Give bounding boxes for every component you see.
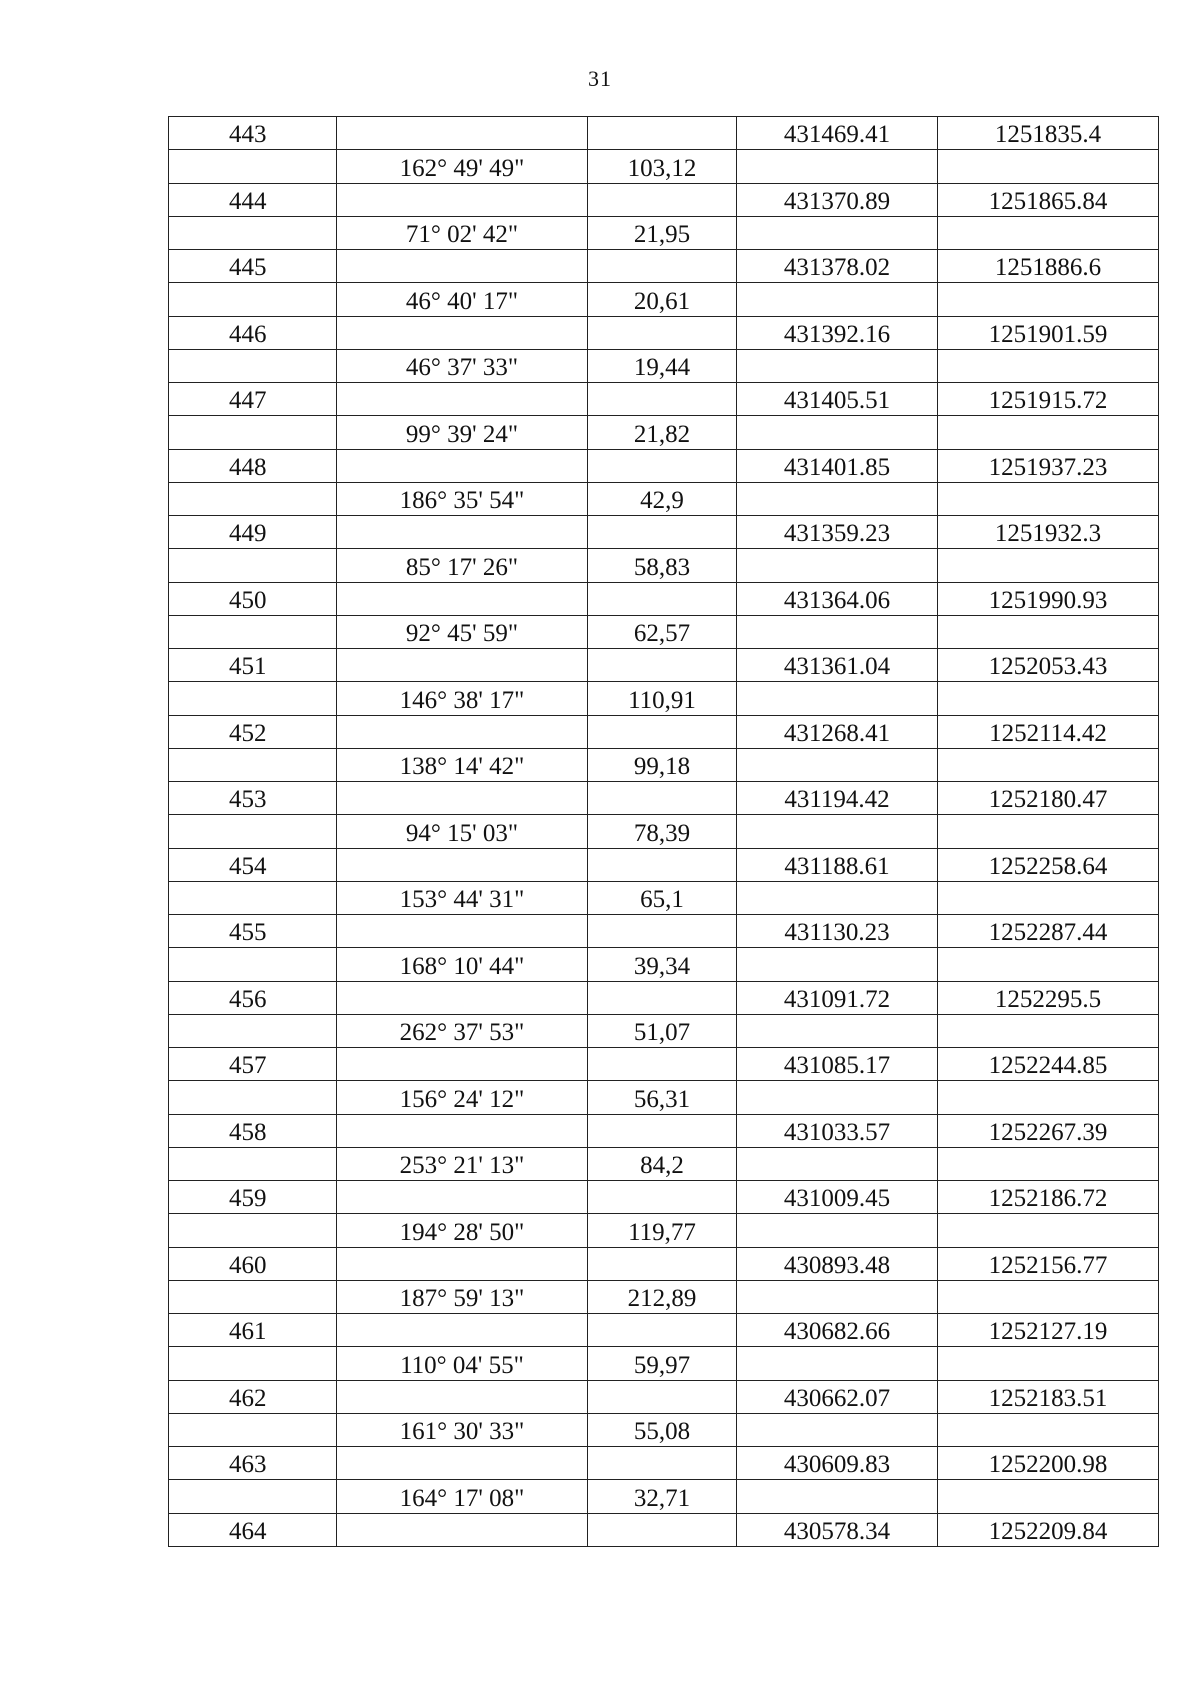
y-coordinate-cell-empty [938,416,1159,449]
angle-cell-empty [337,183,588,216]
x-coordinate-cell: 431091.72 [737,981,938,1014]
direction-angle-cell: 46° 40' 17" [337,283,588,316]
distance-cell-empty [588,649,737,682]
point-number-cell-empty [169,1280,337,1313]
x-coordinate-cell: 430578.34 [737,1513,938,1546]
x-coordinate-cell: 431033.57 [737,1114,938,1147]
x-coordinate-cell: 431361.04 [737,649,938,682]
angle-cell-empty [337,117,588,150]
x-coordinate-cell: 431194.42 [737,782,938,815]
angle-cell-empty [337,981,588,1014]
x-coordinate-cell-empty [737,615,938,648]
point-number-cell: 461 [169,1314,337,1347]
direction-angle-cell: 187° 59' 13" [337,1280,588,1313]
distance-cell-empty [588,449,737,482]
y-coordinate-cell: 1252244.85 [938,1048,1159,1081]
segment-length-cell: 65,1 [588,881,737,914]
point-number-cell-empty [169,1413,337,1446]
y-coordinate-cell: 1252200.98 [938,1447,1159,1480]
point-row [169,383,1159,416]
x-coordinate-cell: 431009.45 [737,1181,938,1214]
point-row [169,1048,1159,1081]
point-row [169,1380,1159,1413]
point-row [169,915,1159,948]
distance-cell-empty [588,582,737,615]
direction-angle-cell: 153° 44' 31" [337,881,588,914]
distance-cell-empty [588,981,737,1014]
x-coordinate-cell: 431359.23 [737,516,938,549]
x-coordinate-cell-empty [737,1214,938,1247]
y-coordinate-cell-empty [938,1214,1159,1247]
segment-row [169,216,1159,249]
x-coordinate-cell: 431364.06 [737,582,938,615]
x-coordinate-cell-empty [737,1014,938,1047]
point-number-cell-empty [169,881,337,914]
y-coordinate-cell: 1252258.64 [938,848,1159,881]
point-row [169,1447,1159,1480]
direction-angle-cell: 146° 38' 17" [337,682,588,715]
distance-cell-empty [588,1513,737,1546]
point-number-cell-empty [169,216,337,249]
angle-cell-empty [337,1447,588,1480]
y-coordinate-cell-empty [938,216,1159,249]
y-coordinate-cell: 1252287.44 [938,915,1159,948]
angle-cell-empty [337,383,588,416]
y-coordinate-cell: 1252186.72 [938,1181,1159,1214]
segment-row [169,1347,1159,1380]
y-coordinate-cell: 1252209.84 [938,1513,1159,1546]
y-coordinate-cell-empty [938,682,1159,715]
y-coordinate-cell-empty [938,1280,1159,1313]
segment-length-cell: 62,57 [588,615,737,648]
point-number-cell-empty [169,615,337,648]
page-number: 31 [588,66,612,91]
segment-row [169,549,1159,582]
segment-row [169,815,1159,848]
point-number-cell-empty [169,1147,337,1180]
y-coordinate-cell: 1251865.84 [938,183,1159,216]
x-coordinate-cell: 431130.23 [737,915,938,948]
y-coordinate-cell: 1251886.6 [938,250,1159,283]
point-number-cell: 455 [169,915,337,948]
point-number-cell: 443 [169,117,337,150]
y-coordinate-cell: 1252180.47 [938,782,1159,815]
distance-cell-empty [588,1314,737,1347]
angle-cell-empty [337,1247,588,1280]
distance-cell-empty [588,782,737,815]
segment-length-cell: 21,95 [588,216,737,249]
segment-row [169,1147,1159,1180]
coordinates-table-body [169,117,1159,1547]
x-coordinate-cell-empty [737,1081,938,1114]
distance-cell-empty [588,117,737,150]
segment-row [169,349,1159,382]
angle-cell-empty [337,1114,588,1147]
y-coordinate-cell: 1252114.42 [938,715,1159,748]
distance-cell-empty [588,1247,737,1280]
point-row [169,649,1159,682]
segment-length-cell: 212,89 [588,1280,737,1313]
point-number-cell-empty [169,349,337,382]
point-row [169,1181,1159,1214]
distance-cell-empty [588,316,737,349]
point-number-cell-empty [169,1347,337,1380]
x-coordinate-cell: 431378.02 [737,250,938,283]
segment-row [169,1413,1159,1446]
x-coordinate-cell-empty [737,1280,938,1313]
segment-length-cell: 42,9 [588,482,737,515]
y-coordinate-cell: 1251932.3 [938,516,1159,549]
x-coordinate-cell: 431370.89 [737,183,938,216]
direction-angle-cell: 161° 30' 33" [337,1413,588,1446]
angle-cell-empty [337,1314,588,1347]
point-number-cell: 448 [169,449,337,482]
x-coordinate-cell-empty [737,748,938,781]
angle-cell-empty [337,715,588,748]
angle-cell-empty [337,1513,588,1546]
segment-row [169,1480,1159,1513]
point-number-cell: 450 [169,582,337,615]
x-coordinate-cell-empty [737,216,938,249]
point-row [169,516,1159,549]
point-row [169,449,1159,482]
y-coordinate-cell-empty [938,1081,1159,1114]
direction-angle-cell: 262° 37' 53" [337,1014,588,1047]
point-number-cell: 454 [169,848,337,881]
distance-cell-empty [588,383,737,416]
x-coordinate-cell-empty [737,1347,938,1380]
point-number-cell: 452 [169,715,337,748]
y-coordinate-cell-empty [938,1480,1159,1513]
segment-row [169,1014,1159,1047]
x-coordinate-cell-empty [737,682,938,715]
y-coordinate-cell-empty [938,1147,1159,1180]
point-number-cell-empty [169,948,337,981]
point-number-cell-empty [169,150,337,183]
segment-row [169,748,1159,781]
segment-length-cell: 99,18 [588,748,737,781]
point-number-cell: 446 [169,316,337,349]
direction-angle-cell: 194° 28' 50" [337,1214,588,1247]
direction-angle-cell: 162° 49' 49" [337,150,588,183]
segment-length-cell: 51,07 [588,1014,737,1047]
segment-row [169,482,1159,515]
x-coordinate-cell-empty [737,948,938,981]
direction-angle-cell: 186° 35' 54" [337,482,588,515]
segment-length-cell: 55,08 [588,1413,737,1446]
y-coordinate-cell-empty [938,349,1159,382]
angle-cell-empty [337,1380,588,1413]
x-coordinate-cell-empty [737,482,938,515]
y-coordinate-cell-empty [938,150,1159,183]
y-coordinate-cell: 1252295.5 [938,981,1159,1014]
x-coordinate-cell-empty [737,1480,938,1513]
x-coordinate-cell: 431085.17 [737,1048,938,1081]
y-coordinate-cell: 1252127.19 [938,1314,1159,1347]
segment-length-cell: 32,71 [588,1480,737,1513]
point-number-cell: 449 [169,516,337,549]
x-coordinate-cell: 431401.85 [737,449,938,482]
angle-cell-empty [337,1181,588,1214]
point-row [169,582,1159,615]
segment-length-cell: 84,2 [588,1147,737,1180]
distance-cell-empty [588,1181,737,1214]
segment-length-cell: 39,34 [588,948,737,981]
point-number-cell: 456 [169,981,337,1014]
point-row [169,715,1159,748]
segment-length-cell: 78,39 [588,815,737,848]
distance-cell-empty [588,915,737,948]
segment-row [169,1280,1159,1313]
x-coordinate-cell: 430893.48 [737,1247,938,1280]
segment-length-cell: 19,44 [588,349,737,382]
y-coordinate-cell: 1252183.51 [938,1380,1159,1413]
y-coordinate-cell-empty [938,482,1159,515]
segment-row [169,948,1159,981]
direction-angle-cell: 156° 24' 12" [337,1081,588,1114]
angle-cell-empty [337,848,588,881]
angle-cell-empty [337,649,588,682]
direction-angle-cell: 164° 17' 08" [337,1480,588,1513]
y-coordinate-cell-empty [938,815,1159,848]
direction-angle-cell: 92° 45' 59" [337,615,588,648]
direction-angle-cell: 138° 14' 42" [337,748,588,781]
x-coordinate-cell-empty [737,549,938,582]
angle-cell-empty [337,316,588,349]
segment-row [169,416,1159,449]
point-row [169,1114,1159,1147]
point-row [169,782,1159,815]
point-number-cell-empty [169,1081,337,1114]
y-coordinate-cell-empty [938,615,1159,648]
direction-angle-cell: 110° 04' 55" [337,1347,588,1380]
y-coordinate-cell: 1251990.93 [938,582,1159,615]
distance-cell-empty [588,1048,737,1081]
point-number-cell-empty [169,482,337,515]
y-coordinate-cell-empty [938,549,1159,582]
point-row [169,1247,1159,1280]
angle-cell-empty [337,516,588,549]
angle-cell-empty [337,915,588,948]
angle-cell-empty [337,1048,588,1081]
point-number-cell-empty [169,1214,337,1247]
x-coordinate-cell-empty [737,1147,938,1180]
segment-length-cell: 110,91 [588,682,737,715]
y-coordinate-cell-empty [938,881,1159,914]
point-row [169,848,1159,881]
x-coordinate-cell: 431405.51 [737,383,938,416]
point-number-cell-empty [169,815,337,848]
segment-row [169,682,1159,715]
direction-angle-cell: 168° 10' 44" [337,948,588,981]
angle-cell-empty [337,449,588,482]
y-coordinate-cell: 1251937.23 [938,449,1159,482]
y-coordinate-cell-empty [938,948,1159,981]
y-coordinate-cell-empty [938,1347,1159,1380]
point-number-cell: 463 [169,1447,337,1480]
x-coordinate-cell-empty [737,1413,938,1446]
point-number-cell: 464 [169,1513,337,1546]
y-coordinate-cell: 1251901.59 [938,316,1159,349]
distance-cell-empty [588,183,737,216]
point-row [169,316,1159,349]
point-number-cell: 458 [169,1114,337,1147]
point-number-cell-empty [169,549,337,582]
point-number-cell-empty [169,283,337,316]
y-coordinate-cell: 1252156.77 [938,1247,1159,1280]
point-number-cell: 451 [169,649,337,682]
segment-row [169,881,1159,914]
point-number-cell: 447 [169,383,337,416]
direction-angle-cell: 46° 37' 33" [337,349,588,382]
point-row [169,117,1159,150]
point-number-cell-empty [169,682,337,715]
y-coordinate-cell: 1252267.39 [938,1114,1159,1147]
x-coordinate-cell-empty [737,150,938,183]
point-number-cell-empty [169,748,337,781]
direction-angle-cell: 99° 39' 24" [337,416,588,449]
y-coordinate-cell-empty [938,1413,1159,1446]
segment-length-cell: 119,77 [588,1214,737,1247]
coordinates-table [168,116,1159,1547]
distance-cell-empty [588,250,737,283]
point-number-cell: 460 [169,1247,337,1280]
segment-length-cell: 103,12 [588,150,737,183]
point-number-cell-empty [169,1014,337,1047]
point-number-cell: 459 [169,1181,337,1214]
distance-cell-empty [588,848,737,881]
distance-cell-empty [588,1114,737,1147]
point-number-cell: 453 [169,782,337,815]
segment-row [169,1214,1159,1247]
y-coordinate-cell: 1251915.72 [938,383,1159,416]
x-coordinate-cell: 431188.61 [737,848,938,881]
y-coordinate-cell: 1252053.43 [938,649,1159,682]
segment-row [169,615,1159,648]
point-row [169,981,1159,1014]
y-coordinate-cell-empty [938,748,1159,781]
x-coordinate-cell: 431392.16 [737,316,938,349]
segment-length-cell: 58,83 [588,549,737,582]
point-row [169,183,1159,216]
x-coordinate-cell-empty [737,815,938,848]
direction-angle-cell: 85° 17' 26" [337,549,588,582]
point-number-cell: 462 [169,1380,337,1413]
distance-cell-empty [588,1447,737,1480]
segment-length-cell: 56,31 [588,1081,737,1114]
point-number-cell: 444 [169,183,337,216]
x-coordinate-cell: 430662.07 [737,1380,938,1413]
distance-cell-empty [588,715,737,748]
segment-row [169,150,1159,183]
x-coordinate-cell-empty [737,283,938,316]
segment-row [169,283,1159,316]
angle-cell-empty [337,782,588,815]
x-coordinate-cell: 430682.66 [737,1314,938,1347]
y-coordinate-cell: 1251835.4 [938,117,1159,150]
distance-cell-empty [588,516,737,549]
x-coordinate-cell: 431268.41 [737,715,938,748]
direction-angle-cell: 253° 21' 13" [337,1147,588,1180]
x-coordinate-cell-empty [737,416,938,449]
segment-length-cell: 20,61 [588,283,737,316]
segment-length-cell: 21,82 [588,416,737,449]
x-coordinate-cell: 431469.41 [737,117,938,150]
x-coordinate-cell-empty [737,349,938,382]
x-coordinate-cell-empty [737,881,938,914]
direction-angle-cell: 71° 02' 42" [337,216,588,249]
direction-angle-cell: 94° 15' 03" [337,815,588,848]
y-coordinate-cell-empty [938,1014,1159,1047]
segment-row [169,1081,1159,1114]
angle-cell-empty [337,250,588,283]
point-row [169,1314,1159,1347]
point-number-cell: 457 [169,1048,337,1081]
distance-cell-empty [588,1380,737,1413]
angle-cell-empty [337,582,588,615]
point-row [169,1513,1159,1546]
point-row [169,250,1159,283]
point-number-cell: 445 [169,250,337,283]
x-coordinate-cell: 430609.83 [737,1447,938,1480]
segment-length-cell: 59,97 [588,1347,737,1380]
y-coordinate-cell-empty [938,283,1159,316]
point-number-cell-empty [169,416,337,449]
point-number-cell-empty [169,1480,337,1513]
